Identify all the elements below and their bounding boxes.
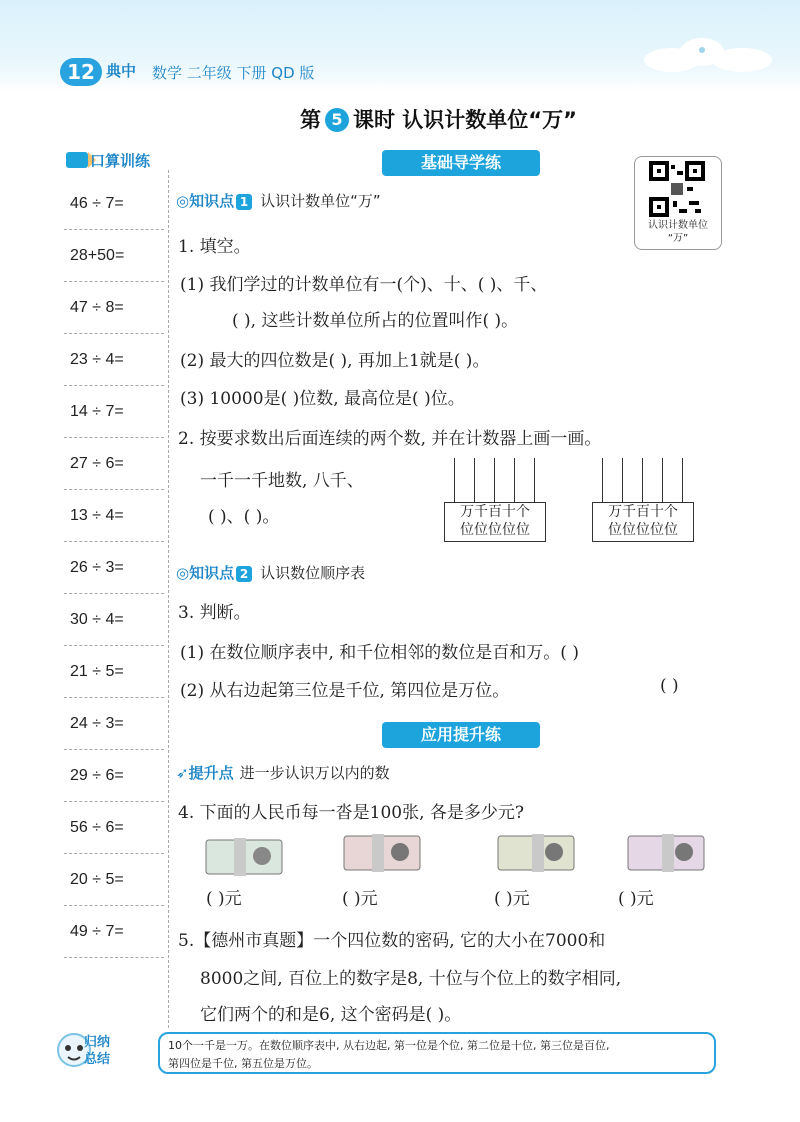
- qr-caption: [635, 219, 721, 245]
- oral-item: 47 ÷ 8=: [64, 282, 164, 334]
- question-1-3: (3) 10000是( )位数, 最高位是( )位。: [180, 389, 465, 409]
- brand-logo: 典中: [106, 62, 137, 80]
- oral-item: 13 ÷ 4=: [64, 490, 164, 542]
- counter-bottom-label: 位位位位位: [460, 522, 530, 538]
- question-1-1a: (1) 我们学过的计数单位有一(个)、十、( )、千、: [180, 275, 548, 295]
- improvement-text: 进一步认识万以内的数: [239, 764, 390, 782]
- question-3-2-blank[interactable]: ( ): [660, 676, 679, 696]
- page-number: 12: [60, 58, 102, 86]
- question-5-line2: 8000之间, 百位上的数字是8, 十位与个位上的数字相同,: [200, 969, 622, 989]
- section-banner-applied: 应用提升练: [382, 722, 540, 748]
- question-5-line3: 它们两个的和是6, 这个密码是( )。: [200, 1005, 462, 1025]
- oral-training-label: 口算训练: [90, 152, 151, 170]
- oral-training-list: [64, 178, 164, 958]
- oral-item: 14 ÷ 7=: [64, 386, 164, 438]
- question-3-2: (2) 从右边起第三位是千位, 第四位是万位。: [180, 681, 510, 701]
- oral-item: 56 ÷ 6=: [64, 802, 164, 854]
- abacus-counter-1[interactable]: [444, 458, 544, 540]
- question-2-b: ( )、( )。: [208, 507, 280, 527]
- money-answer-2[interactable]: ( )元: [342, 889, 378, 909]
- oral-item: 30 ÷ 4=: [64, 594, 164, 646]
- qr-code-icon: [649, 161, 705, 217]
- oral-item: 23 ÷ 4=: [64, 334, 164, 386]
- lesson-number: 5: [325, 108, 349, 132]
- banknote-stack-icon: [342, 830, 424, 876]
- knowledge-point-1: [176, 190, 381, 211]
- summary-badge: 归纳总结: [84, 1035, 111, 1067]
- oral-item: 26 ÷ 3=: [64, 542, 164, 594]
- oral-item: 21 ÷ 5=: [64, 646, 164, 698]
- qr-caption-line2: “万”: [667, 233, 689, 244]
- abacus-counter-2[interactable]: [592, 458, 692, 540]
- rocket-icon: ➶: [176, 764, 189, 782]
- question-1: 1. 填空。: [178, 237, 251, 257]
- kp1-label: 知识点: [189, 192, 235, 210]
- target-icon: ◎: [176, 192, 190, 210]
- oral-item: 27 ÷ 6=: [64, 438, 164, 490]
- kp2-number: 2: [236, 566, 252, 582]
- question-1-1b: ( ), 这些计数单位所占的位置叫作( )。: [232, 311, 519, 331]
- money-answer-4[interactable]: ( )元: [618, 889, 654, 909]
- question-2-a: 一千一千地数, 八千、: [200, 471, 364, 491]
- money-answer-1[interactable]: ( )元: [206, 889, 242, 909]
- kp2-text: 认识数位顺序表: [260, 564, 366, 582]
- question-2: 2. 按要求数出后面连续的两个数, 并在计数器上画一画。: [178, 429, 602, 449]
- question-5-line1: 5.【德州市真题】一个四位数的密码, 它的大小在7000和: [178, 931, 606, 951]
- improvement-point: [176, 762, 390, 783]
- summary-line1: 10个一千是一万。在数位顺序表中, 从右边起, 第一位是个位, 第二位是十位, 第三位是百位,: [168, 1039, 610, 1052]
- oral-item: 20 ÷ 5=: [64, 854, 164, 906]
- counter-top-label: 万千百十个: [608, 504, 678, 520]
- counter-top-label: 万千百十个: [460, 504, 530, 520]
- banknote-stack-icon: [496, 830, 578, 876]
- counter-bottom-label: 位位位位位: [608, 522, 678, 538]
- kp1-number: 1: [236, 194, 252, 210]
- column-divider: [168, 170, 169, 1028]
- oral-item: 49 ÷ 7=: [64, 906, 164, 958]
- qr-caption-line1: 认识计数单位: [648, 220, 708, 231]
- question-3: 3. 判断。: [178, 603, 251, 623]
- oral-item: 24 ÷ 3=: [64, 698, 164, 750]
- question-3-1: (1) 在数位顺序表中, 和千位相邻的数位是百和万。( ): [180, 643, 579, 663]
- knowledge-point-2: [176, 562, 365, 583]
- header-info: 数学 二年级 下册 QD 版: [152, 64, 315, 82]
- qr-code-card[interactable]: [634, 156, 722, 250]
- oral-item: 29 ÷ 6=: [64, 750, 164, 802]
- lesson-title: [300, 104, 577, 134]
- lesson-prefix: 第: [300, 108, 321, 132]
- money-answer-3[interactable]: ( )元: [494, 889, 530, 909]
- oral-item: 28+50=: [64, 230, 164, 282]
- lesson-name: 课时 认识计数单位“万”: [353, 108, 577, 132]
- summary-box: [158, 1032, 716, 1074]
- summary-line2: 第四位是千位, 第五位是万位。: [168, 1057, 318, 1070]
- banknote-stack-icon: [626, 830, 708, 876]
- section-banner-basic: 基础导学练: [382, 150, 540, 176]
- target-icon: ◎: [176, 564, 190, 582]
- improvement-label: 提升点: [188, 764, 234, 782]
- oral-item: 46 ÷ 7=: [64, 178, 164, 230]
- question-4: 4. 下面的人民币每一沓是100张, 各是多少元?: [178, 803, 524, 823]
- counter-labels: [444, 502, 546, 542]
- kp2-label: 知识点: [189, 564, 235, 582]
- banknote-stack-icon: [204, 834, 286, 880]
- kp1-text: 认识计数单位“万”: [260, 192, 381, 210]
- counter-labels: [592, 502, 694, 542]
- question-1-2: (2) 最大的四位数是( ), 再加上1就是( )。: [180, 351, 490, 371]
- cloud-decoration-icon: [632, 30, 782, 78]
